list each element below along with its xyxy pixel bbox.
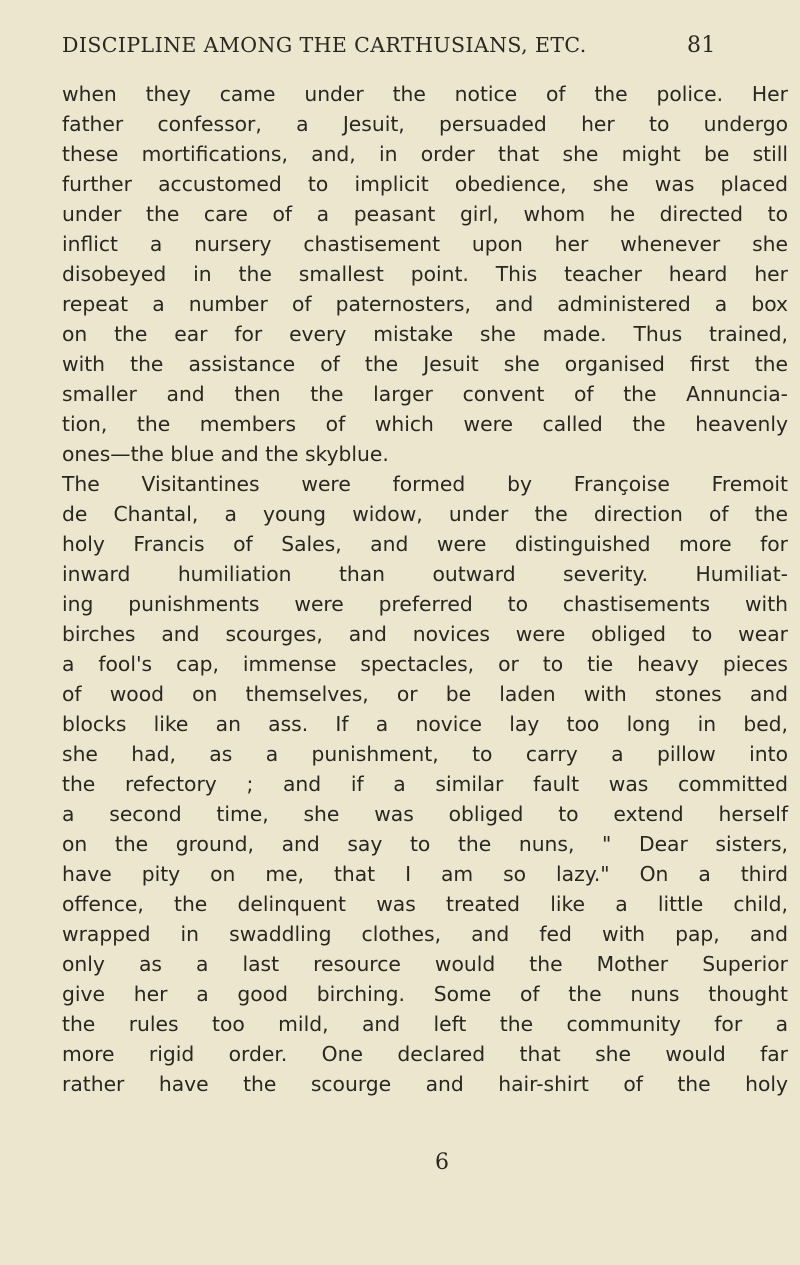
text-line: rather have the scourge and hair-shirt of the holy (62, 1072, 788, 1096)
text-line: de Chantal, a young widow, under the direction of the (62, 502, 788, 526)
body-text (62, 79, 788, 1099)
running-title: DISCIPLINE AMONG THE CARTHUSIANS, ETC. (62, 33, 587, 57)
text-line: of wood on themselves, or be laden with stones and (62, 682, 788, 706)
text-line: inward humiliation than outward severity. Humiliat- (62, 562, 788, 586)
text-line: she had, as a punishment, to carry a pillow into (62, 742, 788, 766)
text-line: The Visitantines were formed by Françoise Fremoit (62, 472, 788, 496)
text-line: these mortifications, and, in order that she might be still (62, 142, 788, 166)
text-line: on the ground, and say to the nuns, " Dear sisters, (62, 832, 788, 856)
text-line: smaller and then the larger convent of the Annuncia- (62, 382, 788, 406)
text-line: disobeyed in the smallest point. This teacher heard her (62, 262, 788, 286)
text-line: offence, the delinquent was treated like a little child, (62, 892, 788, 916)
text-line: a fool's cap, immense spectacles, or to tie heavy pieces (62, 652, 788, 676)
text-line: tion, the members of which were called the heavenly (62, 412, 788, 436)
page-number: 81 (687, 33, 716, 58)
text-line: a second time, she was obliged to extend herself (62, 802, 788, 826)
text-line: only as a last resource would the Mother Superior (62, 952, 788, 976)
text-line: holy Francis of Sales, and were distinguished more for (62, 532, 788, 556)
text-line: blocks like an ass. If a novice lay too long in bed, (62, 712, 788, 736)
text-line: when they came under the notice of the police. Her (62, 82, 788, 106)
text-line: wrapped in swaddling clothes, and fed with pap, and (62, 922, 788, 946)
text-line: father confessor, a Jesuit, persuaded her to undergo (62, 112, 788, 136)
text-line: further accustomed to implicit obedience, she was placed (62, 172, 788, 196)
text-line: inflict a nursery chastisement upon her whenever she (62, 232, 788, 256)
text-line: with the assistance of the Jesuit she organised first the (62, 352, 788, 376)
text-line: the refectory ; and if a similar fault was committed (62, 772, 788, 796)
text-line: more rigid order. One declared that she would far (62, 1042, 788, 1066)
text-line: on the ear for every mistake she made. Thus trained, (62, 322, 788, 346)
text-line: the rules too mild, and left the community for a (62, 1012, 788, 1036)
text-line: give her a good birching. Some of the nuns thought (62, 982, 788, 1006)
text-line: repeat a number of paternosters, and administered a box (62, 292, 788, 316)
text-line: have pity on me, that I am so lazy." On a third (62, 862, 788, 886)
paragraph-end-line: ones—the blue and the skyblue. (62, 442, 389, 466)
running-head (62, 33, 762, 63)
text-line: ing punishments were preferred to chastisements with (62, 592, 788, 616)
signature-mark: 6 (435, 1150, 449, 1175)
text-line: birches and scourges, and novices were obliged to wear (62, 622, 788, 646)
text-line: under the care of a peasant girl, whom he directed to (62, 202, 788, 226)
